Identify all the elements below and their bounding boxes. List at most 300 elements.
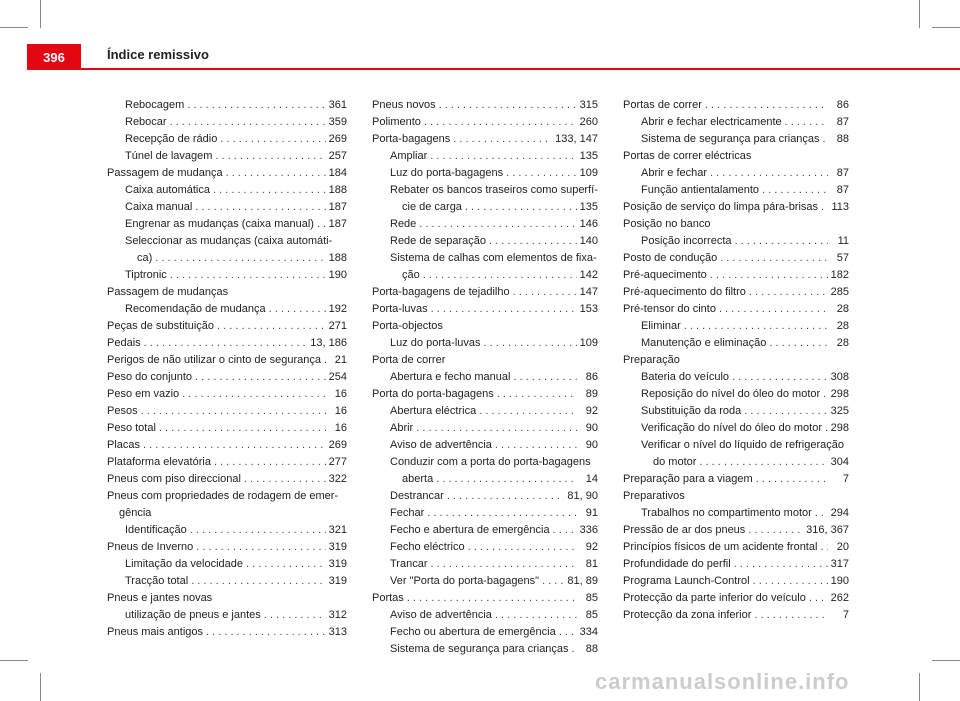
dot-leader	[155, 250, 325, 267]
index-row	[390, 624, 598, 641]
dot-leader	[468, 539, 577, 556]
index-entry	[623, 165, 849, 182]
dot-leader	[495, 607, 577, 624]
dot-leader	[246, 556, 326, 573]
index-entry	[107, 454, 347, 471]
index-entry	[372, 624, 598, 641]
index-row	[641, 403, 849, 420]
index-term: Pneus com propriedades de rodagem de emer-	[107, 490, 339, 502]
dot-leader	[513, 369, 577, 386]
page-ref: 146	[579, 218, 598, 230]
page-ref: 315	[579, 99, 598, 111]
index-row	[390, 420, 598, 437]
index-entry	[372, 420, 598, 437]
page-ref: 7	[842, 609, 849, 621]
index-entry	[372, 505, 598, 522]
dot-leader	[734, 556, 828, 573]
page-ref: 313	[328, 626, 347, 638]
index-row	[107, 352, 347, 369]
index-term: Pneus novos	[372, 99, 436, 111]
page-ref: 298	[830, 388, 849, 400]
page-ref: 334	[579, 626, 598, 638]
index-entry	[623, 267, 849, 284]
dot-leader	[407, 590, 577, 607]
page-ref: 140	[579, 235, 598, 247]
page-ref: 316, 367	[806, 524, 849, 536]
index-term: utilização de pneus e jantes	[125, 609, 261, 621]
index-row	[125, 573, 347, 590]
crop-mark	[0, 660, 28, 661]
dot-leader	[542, 573, 564, 590]
index-row	[372, 114, 598, 131]
page-ref: 325	[830, 405, 849, 417]
index-row	[125, 199, 347, 216]
dot-leader	[495, 437, 577, 454]
index-row	[641, 165, 849, 182]
index-entry	[107, 403, 347, 420]
index-entry	[372, 641, 598, 658]
index-term: Portas	[372, 592, 404, 604]
index-row	[372, 590, 598, 607]
index-term: do motor	[653, 456, 697, 468]
index-row	[623, 301, 849, 318]
index-term: aberta	[402, 473, 434, 485]
index-row	[107, 335, 347, 352]
index-term: Programa Launch-Control	[623, 575, 750, 587]
crop-mark	[932, 27, 960, 28]
dot-leader	[823, 386, 827, 403]
page-ref: 87	[836, 116, 849, 128]
dot-leader	[762, 182, 828, 199]
page-ref: 14	[585, 473, 598, 485]
index-entry	[623, 284, 849, 301]
page-ref: 184	[328, 167, 347, 179]
index-term: Limitação da velocidade	[125, 558, 244, 570]
dot-leader	[823, 131, 828, 148]
page-ref: 16	[334, 388, 347, 400]
index-entry	[372, 488, 598, 505]
index-entry	[372, 386, 598, 403]
dot-leader	[317, 216, 326, 233]
index-entry	[107, 539, 347, 556]
index-term: Preparativos	[623, 490, 685, 502]
index-entry	[107, 199, 347, 216]
index-term: Abertura e fecho manual	[390, 371, 511, 383]
index-row	[641, 420, 849, 437]
index-row	[641, 454, 849, 471]
index-row	[107, 369, 347, 386]
page-number: 396	[27, 44, 81, 70]
page-ref: 85	[585, 592, 598, 604]
index-row	[107, 165, 347, 182]
index-row	[107, 471, 347, 488]
index-row	[623, 199, 849, 216]
page-ref: 88	[836, 133, 849, 145]
index-row	[390, 556, 598, 573]
index-row	[641, 386, 849, 403]
index-term: Aviso de advertência	[390, 439, 492, 451]
index-entry	[623, 505, 849, 522]
index-entry	[623, 301, 849, 318]
index-term: Portas de correr eléctricas	[623, 150, 752, 162]
index-row	[623, 539, 849, 556]
page-ref: 336	[579, 524, 598, 536]
index-row	[107, 386, 347, 403]
page-ref: 262	[830, 592, 849, 604]
index-row	[125, 131, 347, 148]
index-term: Caixa manual	[125, 201, 193, 213]
dot-leader	[143, 437, 326, 454]
index-term: Pneus de Inverno	[107, 541, 194, 553]
index-row	[641, 335, 849, 352]
index-entry	[107, 607, 347, 624]
index-term: Trabalhos no compartimento motor	[641, 507, 812, 519]
page-ref: 260	[579, 116, 598, 128]
index-term: Abrir	[390, 422, 414, 434]
index-row	[107, 454, 347, 471]
page-ref: 269	[328, 439, 347, 451]
index-term: Polimento	[372, 116, 421, 128]
index-term: Destrancar	[390, 490, 444, 502]
index-term: Fecho eléctrico	[390, 541, 465, 553]
index-row	[125, 114, 347, 131]
dot-leader	[719, 301, 828, 318]
index-entry	[107, 216, 347, 233]
page-ref: 188	[328, 252, 347, 264]
page-ref: 28	[836, 303, 849, 315]
index-row	[390, 505, 598, 522]
index-entry	[107, 386, 347, 403]
index-entry	[107, 148, 347, 165]
index-row	[390, 335, 598, 352]
dot-leader	[453, 131, 552, 148]
index-entry	[623, 386, 849, 403]
dot-leader	[427, 505, 577, 522]
index-term: Luz do porta-bagagens	[390, 167, 504, 179]
page-ref: 322	[328, 473, 347, 485]
index-row	[641, 131, 849, 148]
index-entry	[372, 403, 598, 420]
index-term: Porta-luvas	[372, 303, 428, 315]
index-entry	[372, 250, 598, 284]
page-ref: 187	[328, 218, 347, 230]
header-rule	[81, 68, 960, 70]
page-ref: 81, 90	[567, 490, 598, 502]
dot-leader	[226, 165, 326, 182]
index-row	[390, 573, 598, 590]
index-term: Rede de separação	[390, 235, 487, 247]
index-term: Posição incorrecta	[641, 235, 732, 247]
index-entry	[372, 437, 598, 454]
index-row	[390, 641, 598, 658]
page-ref: 28	[836, 320, 849, 332]
index-entry	[107, 590, 347, 607]
page-ref: 312	[328, 609, 347, 621]
page-ref: 254	[328, 371, 347, 383]
index-row	[390, 522, 598, 539]
index-entry	[107, 165, 347, 182]
page-ref: 81	[585, 558, 598, 570]
index-row	[107, 624, 347, 641]
index-term: Pré-aquecimento do filtro	[623, 286, 746, 298]
index-entry	[623, 573, 849, 590]
index-entry	[623, 522, 849, 539]
page-ref: 57	[836, 252, 849, 264]
index-term: Porta-bagagens de tejadilho	[372, 286, 510, 298]
dot-leader	[170, 114, 326, 131]
index-term: Pesos	[107, 405, 138, 417]
index-entry	[623, 182, 849, 199]
page-ref: 192	[328, 303, 347, 315]
index-entry	[623, 114, 849, 131]
crop-mark	[932, 660, 960, 661]
index-entry	[372, 182, 598, 216]
page-ref: 361	[328, 99, 347, 111]
index-row	[390, 471, 598, 488]
page-ref: 285	[830, 286, 849, 298]
index-entry	[107, 573, 347, 590]
index-term: Identificação	[125, 524, 187, 536]
dot-leader	[439, 97, 577, 114]
index-entry	[623, 488, 849, 505]
index-entry	[372, 318, 598, 335]
index-term: Seleccionar as mudanças (caixa automáti-	[125, 235, 333, 247]
index-row	[641, 182, 849, 199]
index-term: Porta-objectos	[372, 320, 443, 332]
index-row	[107, 403, 347, 420]
dot-leader	[484, 335, 577, 352]
dot-leader	[220, 131, 325, 148]
index-row	[641, 233, 849, 250]
dot-leader	[170, 267, 326, 284]
page-ref: 11	[837, 235, 849, 247]
dot-leader	[190, 522, 326, 539]
page-ref: 91	[585, 507, 598, 519]
index-term: Ampliar	[390, 150, 428, 162]
page-ref: 294	[830, 507, 849, 519]
index-term: Protecção da parte inferior do veículo	[623, 592, 806, 604]
index-entry	[623, 556, 849, 573]
index-entry	[372, 369, 598, 386]
index-entry	[107, 471, 347, 488]
dot-leader	[749, 284, 828, 301]
dot-leader	[430, 148, 576, 165]
index-entry	[372, 590, 598, 607]
index-row	[125, 148, 347, 165]
index-row	[641, 318, 849, 335]
index-column-1	[107, 97, 347, 641]
page-ref: 92	[585, 541, 598, 553]
index-column-3	[623, 97, 849, 624]
dot-leader	[424, 114, 577, 131]
index-term: Perigos de não utilizar o cinto de segurança	[107, 354, 322, 366]
dot-leader	[264, 607, 326, 624]
dot-leader	[489, 233, 577, 250]
index-term: Sistema de segurança para crianças	[641, 133, 820, 145]
index-row	[372, 301, 598, 318]
index-column-2	[372, 97, 598, 658]
dot-leader	[705, 97, 828, 114]
dot-leader	[214, 454, 326, 471]
page-ref: 109	[579, 167, 598, 179]
index-term: Sistema de calhas com elementos de fixa-	[390, 252, 597, 264]
index-term: Pneus e jantes novas	[107, 592, 213, 604]
dot-leader	[141, 403, 326, 420]
index-entry	[372, 301, 598, 318]
dot-leader	[187, 97, 325, 114]
index-term: Verificação do nível do óleo do motor	[641, 422, 823, 434]
page-ref: 308	[830, 371, 849, 383]
crop-mark	[40, 673, 41, 701]
index-term: ção	[402, 269, 420, 281]
index-entry	[623, 420, 849, 437]
index-entry	[107, 97, 347, 114]
dot-leader	[465, 199, 577, 216]
page-ref: 133, 147	[555, 133, 598, 145]
page-ref: 277	[328, 456, 347, 468]
index-term: Profundidade do perfil	[623, 558, 731, 570]
index-entry	[372, 454, 598, 488]
index-row	[623, 556, 849, 573]
dot-leader	[423, 267, 577, 284]
page-ref: 142	[579, 269, 598, 281]
index-row	[390, 488, 598, 505]
index-term: Posição de serviço do limpa pára-brisas	[623, 201, 819, 213]
index-term: Pressão de ar dos pneus	[623, 524, 746, 536]
page-ref: 90	[585, 439, 598, 451]
index-row	[641, 369, 849, 386]
page-ref: 317	[830, 558, 849, 570]
index-entry	[372, 114, 598, 131]
index-term: Túnel de lavagem	[125, 150, 213, 162]
dot-leader	[559, 624, 577, 641]
index-entry	[623, 131, 849, 148]
index-term: gência	[119, 507, 152, 519]
index-row	[390, 233, 598, 250]
index-entry	[623, 250, 849, 267]
index-entry	[107, 233, 347, 267]
index-row	[107, 318, 347, 335]
index-row	[125, 216, 347, 233]
index-row	[125, 522, 347, 539]
index-entry	[107, 369, 347, 386]
index-entry	[623, 471, 849, 488]
index-entry	[623, 437, 849, 471]
index-term: cie de carga	[402, 201, 462, 213]
index-term: Pré-aquecimento	[623, 269, 707, 281]
index-term: Preparação	[623, 354, 680, 366]
index-entry	[372, 539, 598, 556]
page-ref: 359	[328, 116, 347, 128]
index-term: Rede	[390, 218, 417, 230]
index-row	[641, 114, 849, 131]
index-row	[125, 301, 347, 318]
index-entry	[372, 335, 598, 352]
crop-mark	[919, 673, 920, 701]
index-term: Pneus mais antigos	[107, 626, 203, 638]
index-term: Ver "Porta do porta-bagagens"	[390, 575, 540, 587]
index-entry	[107, 335, 347, 352]
index-term: Peças de substituição	[107, 320, 215, 332]
index-entry	[372, 352, 598, 369]
dot-leader	[419, 216, 576, 233]
index-row	[107, 420, 347, 437]
index-entry	[107, 284, 347, 301]
dot-leader	[217, 318, 326, 335]
dot-leader	[206, 624, 326, 641]
index-entry	[107, 114, 347, 131]
index-row	[125, 267, 347, 284]
index-term: Placas	[107, 439, 141, 451]
index-entry	[623, 148, 849, 165]
page-ref: 89	[585, 388, 598, 400]
index-entry	[107, 318, 347, 335]
index-row	[125, 607, 347, 624]
dot-leader	[479, 403, 577, 420]
index-entry	[372, 148, 598, 165]
index-term: Princípios físicos de um acidente frontal	[623, 541, 818, 553]
index-entry	[372, 573, 598, 590]
page-ref: 16	[334, 405, 347, 417]
index-entry	[107, 488, 347, 522]
dot-leader	[195, 199, 325, 216]
index-entry	[623, 403, 849, 420]
index-row	[623, 522, 849, 539]
index-entry	[107, 352, 347, 369]
index-entry	[623, 335, 849, 352]
page-ref: 28	[836, 337, 849, 349]
dot-leader	[497, 386, 577, 403]
index-row	[390, 607, 598, 624]
index-row	[107, 539, 347, 556]
index-term: Posto de condução	[623, 252, 718, 264]
page-ref: 319	[328, 541, 347, 553]
index-row	[372, 97, 598, 114]
index-entry	[107, 437, 347, 454]
page-ref: 13, 186	[310, 337, 347, 349]
index-term: Pré-tensor do cinto	[623, 303, 716, 315]
index-term: Reposição do nível do óleo do motor	[641, 388, 821, 400]
index-row	[125, 97, 347, 114]
index-term: Conduzir com a porta do porta-bagagens	[390, 456, 591, 468]
index-row	[623, 471, 849, 488]
index-term: Engrenar as mudanças (caixa manual)	[125, 218, 314, 230]
page-ref: 319	[328, 558, 347, 570]
index-entry	[107, 522, 347, 539]
index-term: Plataforma elevatória	[107, 456, 211, 468]
index-term: Preparação para a viagem	[623, 473, 753, 485]
index-term: Peso em vazio	[107, 388, 180, 400]
dot-leader	[720, 250, 828, 267]
index-term: Peso total	[107, 422, 156, 434]
dot-leader	[513, 284, 577, 301]
index-row	[390, 148, 598, 165]
watermark: carmanualsonline.info	[595, 669, 850, 694]
index-term: Porta de correr	[372, 354, 446, 366]
dot-leader	[699, 454, 827, 471]
page-ref: 86	[836, 99, 849, 111]
index-term: Recomendação de mudança	[125, 303, 266, 315]
index-term: Substituição da roda	[641, 405, 742, 417]
index-term: Protecção da zona inferior	[623, 609, 752, 621]
index-row	[372, 284, 598, 301]
index-term: Recepção de rádio	[125, 133, 218, 145]
index-row	[623, 590, 849, 607]
dot-leader	[815, 505, 828, 522]
page-ref: 257	[328, 150, 347, 162]
index-row	[390, 369, 598, 386]
index-term: Trancar	[390, 558, 428, 570]
